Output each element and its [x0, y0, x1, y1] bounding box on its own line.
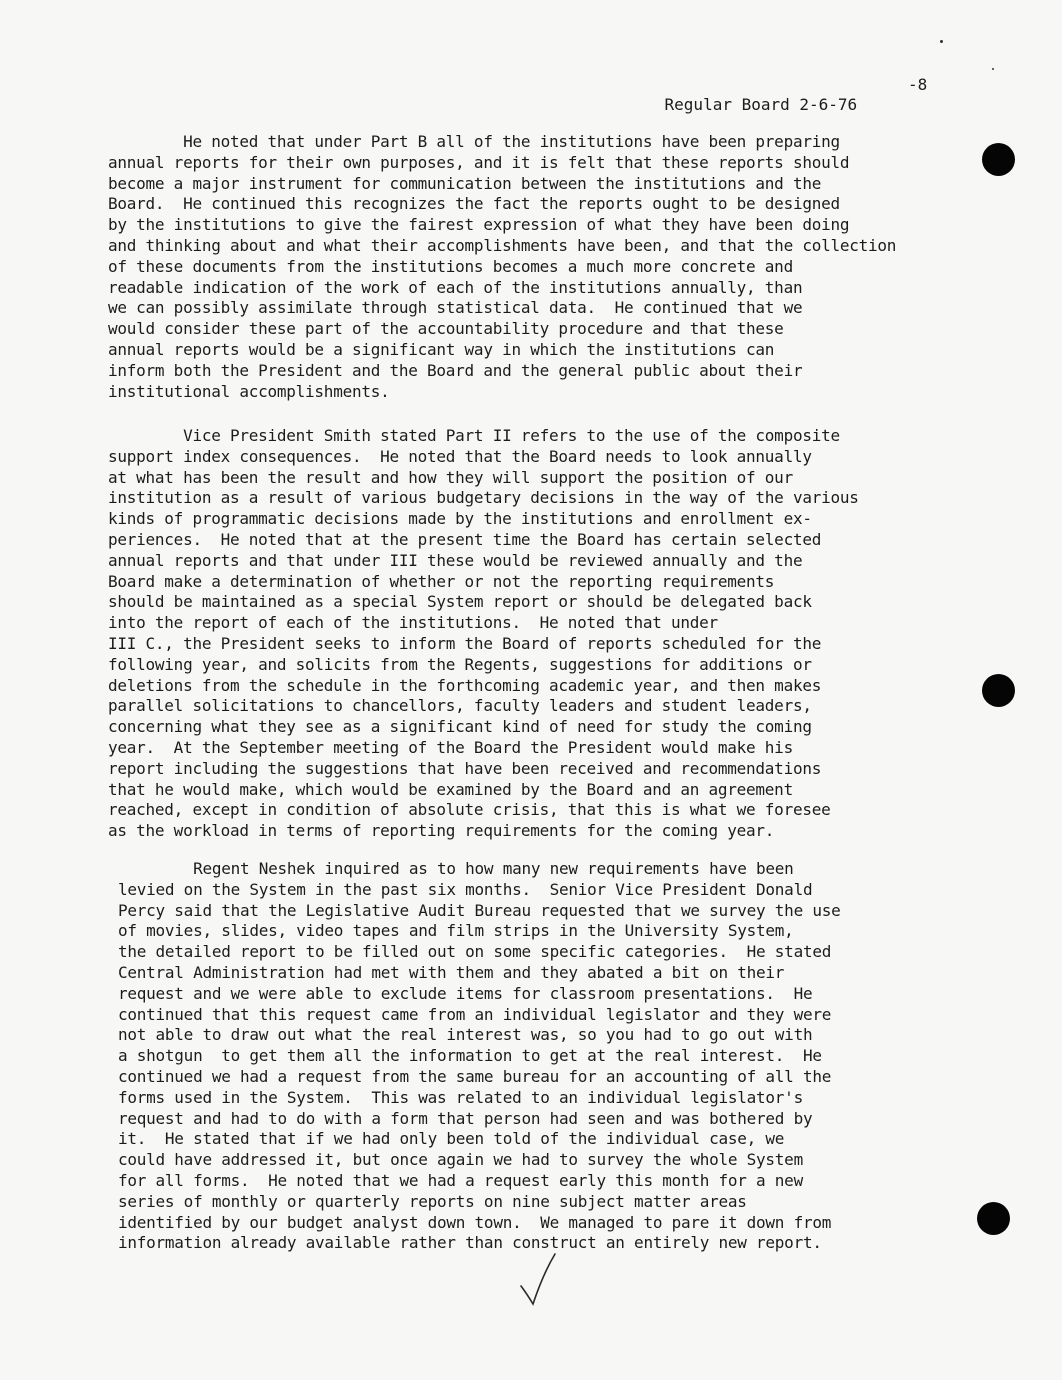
- text-line: levied on the System in the past six months. Senior Vice President Donald: [118, 879, 813, 899]
- text-line: Board. He continued this recognizes the fact the reports ought to be designed: [108, 194, 840, 214]
- paragraph-smith: [108, 426, 859, 842]
- text-line: annual reports for their own purposes, and it is felt that these reports should: [108, 152, 850, 172]
- text-line: III C., the President seeks to inform the Board of reports scheduled for the: [108, 633, 822, 653]
- text-line: periences. He noted that at the present time the Board has certain selected: [108, 529, 822, 549]
- text-line: by the institutions to give the fairest expression of what they have been doing: [108, 215, 850, 235]
- text-line: a shotgun to get them all the information to get at the real interest. He: [118, 1046, 822, 1066]
- punch-hole-top: [982, 143, 1015, 176]
- text-line: support index consequences. He noted that the Board needs to look annually: [108, 446, 812, 466]
- text-line: request and had to do with a form that person had seen and was bothered by: [118, 1108, 813, 1128]
- text-line: institution as a result of various budgetary decisions in the way of the various: [108, 488, 859, 508]
- text-line: we can possibly assimilate through statistical data. He continued that we: [108, 298, 803, 318]
- punch-hole-bottom: [977, 1202, 1010, 1235]
- text-line: institutional accomplishments.: [108, 381, 390, 401]
- handwritten-check-mark: [515, 1250, 559, 1308]
- text-line: not able to draw out what the real interest was, so you had to go out with: [118, 1025, 813, 1045]
- text-line: reached, except in condition of absolute crisis, that this is what we foresee: [108, 800, 831, 820]
- text-line: He noted that under Part B all of the institutions have been preparing: [108, 132, 840, 151]
- text-line: following year, and solicits from the Regents, suggestions for additions or: [108, 654, 812, 674]
- text-line: continued we had a request from the same bureau for an accounting of all the: [118, 1066, 832, 1086]
- text-line: Board make a determination of whether or not the reporting requirements: [108, 571, 775, 591]
- text-line: forms used in the System. This was related to an individual legislator's: [118, 1087, 803, 1107]
- text-line: continued that this request came from an individual legislator and they were: [118, 1004, 832, 1024]
- text-line: deletions from the schedule in the forthcoming academic year, and then makes: [108, 675, 822, 695]
- text-line: would consider these part of the accountability procedure and that these: [108, 319, 784, 339]
- text-line: that he would make, which would be examined by the Board and an agreement: [108, 779, 793, 799]
- header-title: Regular Board 2-6-76: [664, 95, 858, 114]
- text-line: the detailed report to be filled out on some specific categories. He stated: [118, 942, 832, 962]
- text-line: Central Administration had met with them and they abated a bit on their: [118, 962, 785, 982]
- text-line: parallel solicitations to chancellors, faculty leaders and student leaders,: [108, 696, 812, 716]
- text-line: inform both the President and the Board and the general public about their: [108, 360, 803, 380]
- text-line: request and we were able to exclude items for classroom presentations. He: [118, 983, 813, 1003]
- text-line: and thinking about and what their accomplishments have been, and that the collection: [108, 235, 897, 255]
- text-line: for all forms. He noted that we had a request early this month for a new: [118, 1170, 803, 1190]
- text-line: series of monthly or quarterly reports on nine subject matter areas: [118, 1191, 747, 1211]
- text-line: into the report of each of the institutions. He noted that under: [108, 613, 718, 633]
- text-line: annual reports would be a significant way in which the institutions can: [108, 339, 775, 359]
- text-line: it. He stated that if we had only been told of the individual case, we: [118, 1129, 785, 1149]
- text-line: report including the suggestions that have been received and recommendations: [108, 758, 822, 778]
- text-line: of movies, slides, video tapes and film strips in the University System,: [118, 921, 794, 941]
- text-line: identified by our budget analyst down town. We managed to pare it down from: [118, 1212, 832, 1232]
- text-line: as the workload in terms of reporting requirements for the coming year.: [108, 821, 775, 841]
- text-line: kinds of programmatic decisions made by the institutions and enrollment ex-: [108, 509, 812, 529]
- text-line: concerning what they see as a significant kind of need for study the coming: [108, 717, 812, 737]
- paragraph-neshek: [118, 859, 840, 1254]
- text-line: readable indication of the work of each of the institutions annually, than: [108, 277, 803, 297]
- text-line: Regent Neshek inquired as to how many new requirements have been: [118, 859, 794, 878]
- text-line: should be maintained as a special System report or should be delegated back: [108, 592, 812, 612]
- text-line: become a major instrument for communication between the institutions and the: [108, 173, 822, 193]
- text-line: could have addressed it, but once again we had to survey the whole System: [118, 1150, 803, 1170]
- paragraph-part-b: [108, 132, 896, 402]
- text-line: annual reports and that under III these would be reviewed annually and the: [108, 550, 803, 570]
- paper-speck: [940, 40, 943, 43]
- page-number: -8: [908, 75, 928, 94]
- text-line: Vice President Smith stated Part II refers to the use of the composite: [108, 426, 840, 445]
- text-line: at what has been the result and how they will support the position of our: [108, 467, 793, 487]
- text-line: information already available rather than construct an entirely new report.: [118, 1233, 822, 1253]
- paper-speck: [992, 68, 994, 70]
- punch-hole-middle: [982, 674, 1015, 707]
- text-line: year. At the September meeting of the Board the President would make his: [108, 737, 793, 757]
- text-line: Percy said that the Legislative Audit Bureau requested that we survey the use: [118, 900, 841, 920]
- text-line: of these documents from the institutions becomes a much more concrete and: [108, 256, 793, 276]
